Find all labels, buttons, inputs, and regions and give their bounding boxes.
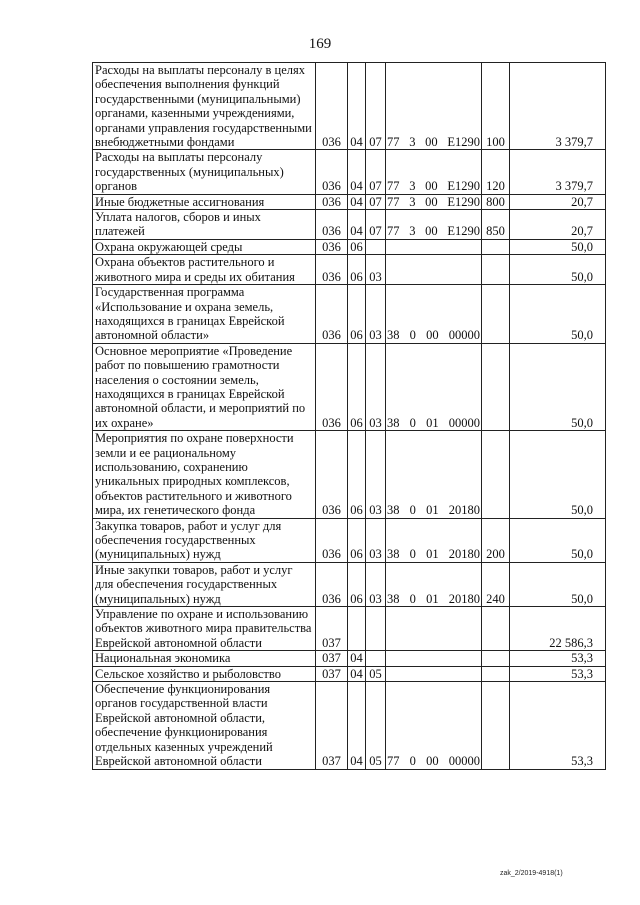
table-row bbox=[93, 682, 606, 769]
table-row bbox=[93, 285, 606, 344]
amount-cell: 3 379,7 bbox=[510, 150, 606, 194]
section-code-cell: 04 bbox=[348, 150, 366, 194]
row-name-cell: Иные закупки товаров, работ и услуг для обеспечения государственных (муниципальных) нужд bbox=[93, 562, 316, 606]
target-article-code bbox=[387, 135, 480, 149]
amount-cell: 50,0 bbox=[510, 285, 606, 344]
target-article-part: 0 bbox=[409, 754, 416, 769]
expense-type-cell bbox=[482, 343, 510, 430]
amount-cell: 50,0 bbox=[510, 239, 606, 254]
subsection-code-cell: 07 bbox=[366, 210, 386, 240]
subsection-code-cell: 05 bbox=[366, 682, 386, 769]
row-name-cell: Сельское хозяйство и рыболовство bbox=[93, 666, 316, 681]
target-article-code bbox=[387, 503, 480, 517]
subsection-code-cell bbox=[366, 651, 386, 666]
target-article-part: 00 bbox=[425, 179, 438, 194]
amount-cell: 20,7 bbox=[510, 194, 606, 209]
target-article-part: 38 bbox=[387, 547, 400, 562]
grbs-code-cell: 036 bbox=[316, 210, 348, 240]
row-name-cell: Охрана объектов растительного и животного мира и среды их обитания bbox=[93, 255, 316, 285]
target-article-code bbox=[387, 195, 480, 209]
expense-type-cell bbox=[482, 682, 510, 769]
target-article-code bbox=[387, 547, 480, 561]
subsection-code-cell: 07 bbox=[366, 63, 386, 150]
target-article-part: 00000 bbox=[448, 415, 480, 430]
subsection-code-cell: 05 bbox=[366, 666, 386, 681]
target-article-part: 01 bbox=[426, 503, 439, 518]
document-footer-code: zak_2/2019-4918(1) bbox=[500, 870, 563, 877]
grbs-code-cell: 037 bbox=[316, 666, 348, 681]
table-body bbox=[93, 63, 606, 770]
row-name-cell: Основное мероприятие «Проведение работ по повышению грамотности населения о состоянии земель, находящихся в границах Еврейской автономной области, и мероприятий по их охране» bbox=[93, 343, 316, 430]
target-article-code bbox=[387, 754, 480, 768]
target-article-part: 77 bbox=[387, 135, 400, 150]
grbs-code-cell: 036 bbox=[316, 285, 348, 344]
section-code-cell: 04 bbox=[348, 651, 366, 666]
expense-type-cell bbox=[482, 431, 510, 518]
target-article-part: 0 bbox=[409, 503, 416, 518]
target-article-part: 0 bbox=[409, 415, 416, 430]
subsection-code-cell bbox=[366, 239, 386, 254]
table-row bbox=[93, 255, 606, 285]
target-article-cell bbox=[386, 343, 482, 430]
expense-type-cell: 120 bbox=[482, 150, 510, 194]
target-article-part: 77 bbox=[387, 194, 400, 209]
amount-cell: 3 379,7 bbox=[510, 63, 606, 150]
target-article-cell bbox=[386, 63, 482, 150]
grbs-code-cell: 036 bbox=[316, 63, 348, 150]
target-article-part: 20180 bbox=[448, 547, 480, 562]
grbs-code-cell: 037 bbox=[316, 682, 348, 769]
subsection-code-cell: 03 bbox=[366, 562, 386, 606]
target-article-cell bbox=[386, 682, 482, 769]
table-row bbox=[93, 150, 606, 194]
target-article-part: 3 bbox=[409, 179, 416, 194]
grbs-code-cell: 036 bbox=[316, 562, 348, 606]
row-name-cell: Национальная экономика bbox=[93, 651, 316, 666]
amount-cell: 20,7 bbox=[510, 210, 606, 240]
target-article-cell bbox=[386, 194, 482, 209]
target-article-code bbox=[387, 224, 480, 238]
section-code-cell: 04 bbox=[348, 682, 366, 769]
subsection-code-cell: 03 bbox=[366, 343, 386, 430]
target-article-part: 01 bbox=[426, 591, 439, 606]
grbs-code-cell: 036 bbox=[316, 255, 348, 285]
table-row bbox=[93, 63, 606, 150]
target-article-part: 00 bbox=[425, 135, 438, 150]
subsection-code-cell: 07 bbox=[366, 150, 386, 194]
amount-cell: 53,3 bbox=[510, 682, 606, 769]
subsection-code-cell: 03 bbox=[366, 431, 386, 518]
expense-type-cell: 200 bbox=[482, 518, 510, 562]
target-article-cell bbox=[386, 255, 482, 285]
target-article-part: Е1290 bbox=[447, 224, 480, 239]
grbs-code-cell: 036 bbox=[316, 194, 348, 209]
subsection-code-cell: 03 bbox=[366, 285, 386, 344]
expense-type-cell bbox=[482, 666, 510, 681]
target-article-part: 0 bbox=[409, 328, 416, 343]
target-article-part: Е1290 bbox=[447, 135, 480, 150]
target-article-cell bbox=[386, 518, 482, 562]
row-name-cell: Государственная программа «Использование и охрана земель, находящихся в границах Еврейской автономной области» bbox=[93, 285, 316, 344]
target-article-cell bbox=[386, 150, 482, 194]
target-article-cell bbox=[386, 239, 482, 254]
section-code-cell: 04 bbox=[348, 666, 366, 681]
amount-cell: 22 586,3 bbox=[510, 607, 606, 651]
target-article-cell bbox=[386, 666, 482, 681]
table-row bbox=[93, 431, 606, 518]
section-code-cell: 06 bbox=[348, 255, 366, 285]
target-article-part: 00000 bbox=[448, 754, 480, 769]
grbs-code-cell: 037 bbox=[316, 607, 348, 651]
target-article-part: 00000 bbox=[448, 328, 480, 343]
section-code-cell bbox=[348, 607, 366, 651]
target-article-part: 20180 bbox=[448, 503, 480, 518]
row-name-cell: Обеспечение функционирования органов государственной власти Еврейской автономной области, обеспечение функционирования отдельных казенных учреждений Еврейской автономной области bbox=[93, 682, 316, 769]
target-article-part: 3 bbox=[409, 224, 416, 239]
subsection-code-cell bbox=[366, 607, 386, 651]
target-article-part: 38 bbox=[387, 328, 400, 343]
section-code-cell: 04 bbox=[348, 210, 366, 240]
target-article-part: 01 bbox=[426, 547, 439, 562]
table-row bbox=[93, 607, 606, 651]
grbs-code-cell: 036 bbox=[316, 150, 348, 194]
expense-type-cell bbox=[482, 651, 510, 666]
expense-type-cell: 850 bbox=[482, 210, 510, 240]
expense-type-cell bbox=[482, 255, 510, 285]
target-article-cell bbox=[386, 431, 482, 518]
table-row bbox=[93, 343, 606, 430]
amount-cell: 50,0 bbox=[510, 431, 606, 518]
expense-type-cell bbox=[482, 607, 510, 651]
budget-table bbox=[92, 62, 606, 770]
target-article-part: Е1290 bbox=[447, 194, 480, 209]
row-name-cell: Мероприятия по охране поверхности земли и ее рациональному использованию, сохранению уникальных природных комплексов, объектов растительного и животного мира, их генетического фонда bbox=[93, 431, 316, 518]
row-name-cell: Управление по охране и использованию объектов животного мира правительства Еврейской автономной области bbox=[93, 607, 316, 651]
row-name-cell: Охрана окружающей среды bbox=[93, 239, 316, 254]
amount-cell: 53,3 bbox=[510, 651, 606, 666]
table-row bbox=[93, 651, 606, 666]
section-code-cell: 06 bbox=[348, 239, 366, 254]
section-code-cell: 06 bbox=[348, 518, 366, 562]
target-article-part: 77 bbox=[387, 179, 400, 194]
expense-type-cell: 100 bbox=[482, 63, 510, 150]
table-row bbox=[93, 194, 606, 209]
target-article-part: 0 bbox=[409, 547, 416, 562]
target-article-code bbox=[387, 592, 480, 606]
amount-cell: 50,0 bbox=[510, 518, 606, 562]
target-article-part: 38 bbox=[387, 591, 400, 606]
subsection-code-cell: 03 bbox=[366, 518, 386, 562]
amount-cell: 50,0 bbox=[510, 255, 606, 285]
row-name-cell: Уплата налогов, сборов и иных платежей bbox=[93, 210, 316, 240]
target-article-cell bbox=[386, 285, 482, 344]
target-article-cell bbox=[386, 562, 482, 606]
target-article-part: 38 bbox=[387, 415, 400, 430]
page-number: 169 bbox=[308, 36, 332, 52]
table-row bbox=[93, 562, 606, 606]
section-code-cell: 06 bbox=[348, 431, 366, 518]
target-article-part: 38 bbox=[387, 503, 400, 518]
target-article-cell bbox=[386, 607, 482, 651]
table-row bbox=[93, 239, 606, 254]
grbs-code-cell: 036 bbox=[316, 343, 348, 430]
grbs-code-cell: 036 bbox=[316, 518, 348, 562]
section-code-cell: 06 bbox=[348, 562, 366, 606]
target-article-part: 20180 bbox=[448, 591, 480, 606]
target-article-code bbox=[387, 416, 480, 430]
expense-type-cell bbox=[482, 285, 510, 344]
target-article-cell bbox=[386, 651, 482, 666]
amount-cell: 53,3 bbox=[510, 666, 606, 681]
target-article-part: Е1290 bbox=[447, 179, 480, 194]
expense-type-cell bbox=[482, 239, 510, 254]
subsection-code-cell: 03 bbox=[366, 255, 386, 285]
section-code-cell: 06 bbox=[348, 285, 366, 344]
row-name-cell: Закупка товаров, работ и услуг для обеспечения государственных (муниципальных) нужд bbox=[93, 518, 316, 562]
target-article-part: 00 bbox=[425, 224, 438, 239]
target-article-part: 3 bbox=[409, 135, 416, 150]
grbs-code-cell: 037 bbox=[316, 651, 348, 666]
target-article-code bbox=[387, 179, 480, 193]
table-row bbox=[93, 518, 606, 562]
grbs-code-cell: 036 bbox=[316, 239, 348, 254]
section-code-cell: 06 bbox=[348, 343, 366, 430]
expense-type-cell: 800 bbox=[482, 194, 510, 209]
table-row bbox=[93, 666, 606, 681]
row-name-cell: Расходы на выплаты персоналу государственных (муниципальных) органов bbox=[93, 150, 316, 194]
target-article-part: 00 bbox=[426, 328, 439, 343]
expense-type-cell: 240 bbox=[482, 562, 510, 606]
table-row bbox=[93, 210, 606, 240]
grbs-code-cell: 036 bbox=[316, 431, 348, 518]
target-article-part: 01 bbox=[426, 415, 439, 430]
target-article-part: 3 bbox=[409, 194, 416, 209]
section-code-cell: 04 bbox=[348, 63, 366, 150]
target-article-part: 77 bbox=[387, 224, 400, 239]
row-name-cell: Иные бюджетные ассигнования bbox=[93, 194, 316, 209]
row-name-cell: Расходы на выплаты персоналу в целях обеспечения выполнения функций государственными (муниципальными) органами, казенными учреждениями, органами управления государственными внебюджетными фондами bbox=[93, 63, 316, 150]
amount-cell: 50,0 bbox=[510, 343, 606, 430]
section-code-cell: 04 bbox=[348, 194, 366, 209]
target-article-part: 00 bbox=[426, 754, 439, 769]
target-article-part: 77 bbox=[387, 754, 400, 769]
target-article-cell bbox=[386, 210, 482, 240]
amount-cell: 50,0 bbox=[510, 562, 606, 606]
subsection-code-cell: 07 bbox=[366, 194, 386, 209]
target-article-code bbox=[387, 328, 480, 342]
target-article-part: 00 bbox=[425, 194, 438, 209]
target-article-part: 0 bbox=[409, 591, 416, 606]
